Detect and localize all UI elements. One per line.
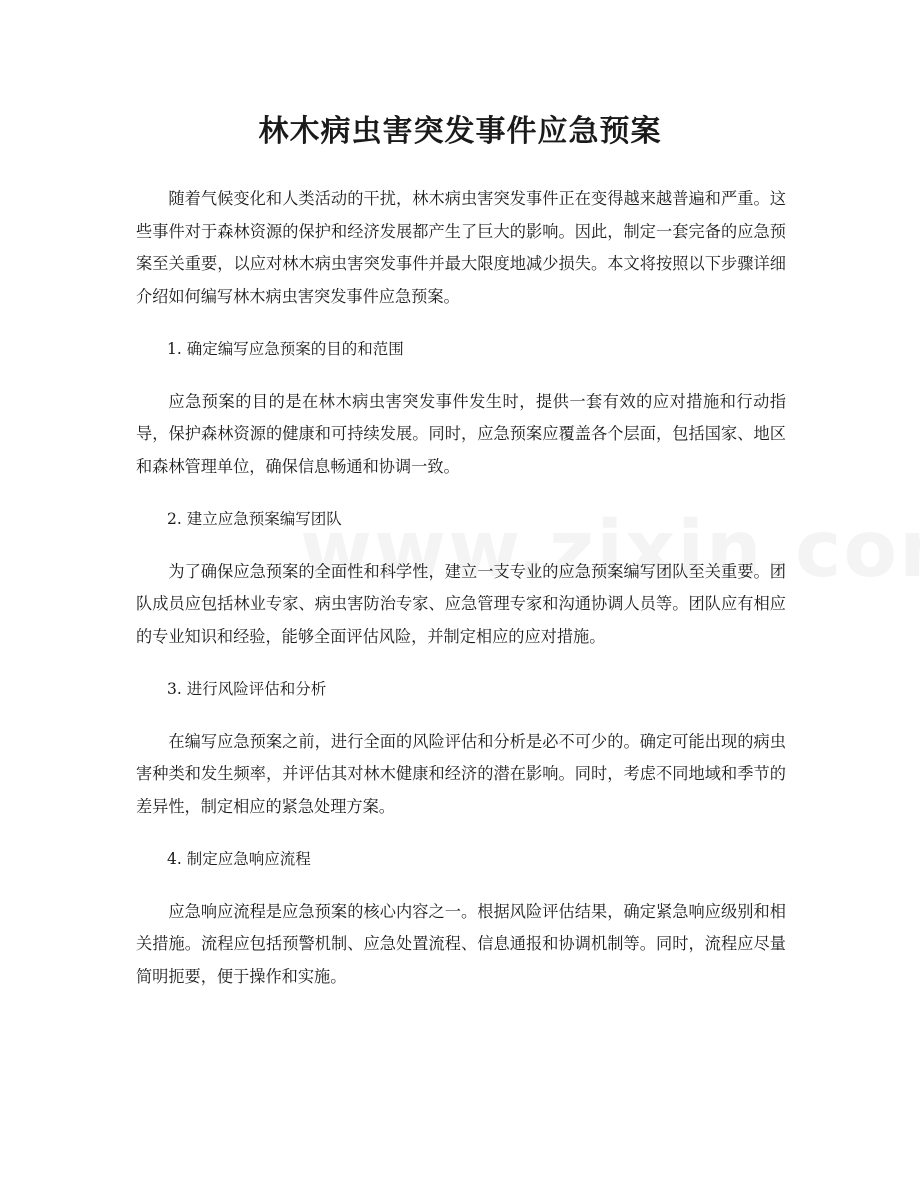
intro-paragraph: 随着气候变化和人类活动的干扰，林木病虫害突发事件正在变得越来越普遍和严重。这些事件对于森林资源的保护和经济发展都产生了巨大的影响。因此，制定一套完备的应急预案至关重要，以应对林木病虫害突发事件并最大限度地减少损失。本文将按照以下步骤详细介绍如何编写林木病虫害突发事件应急预案。: [136, 189, 786, 306]
section-body-4: 应急响应流程是应急预案的核心内容之一。根据风险评估结果，确定紧急响应级别和相关措施。流程应包括预警机制、应急处置流程、信息通报和协调机制等。同时，流程应尽量简明扼要，便于操作和实施。: [136, 901, 786, 986]
section-heading-4: 4. 制定应急响应流程: [167, 850, 311, 868]
section-heading-3: 3. 进行风险评估和分析: [167, 680, 327, 698]
document-body: [136, 183, 786, 1013]
section-heading-1: 1. 确定编写应急预案的目的和范围: [167, 340, 404, 358]
section-body-1: 应急预案的目的是在林木病虫害突发事件发生时，提供一套有效的应对措施和行动指导，保护森林资源的健康和可持续发展。同时，应急预案应覆盖各个层面，包括国家、地区和森林管理单位，确保信息畅通和协调一致。: [136, 391, 786, 476]
section-heading-2: 2. 建立应急预案编写团队: [167, 510, 342, 528]
section-body-3: 在编写应急预案之前，进行全面的风险评估和分析是必不可少的。确定可能出现的病虫害种类和发生频率，并评估其对林木健康和经济的潜在影响。同时，考虑不同地域和季节的差异性，制定相应的紧急处理方案。: [136, 731, 786, 816]
document-title: 林木病虫害突发事件应急预案: [258, 114, 662, 149]
section-body-2: 为了确保应急预案的全面性和科学性，建立一支专业的应急预案编写团队至关重要。团队成员应包括林业专家、病虫害防治专家、应急管理专家和沟通协调人员等。团队应有相应的专业知识和经验，能够全面评估风险，并制定相应的应对措施。: [136, 561, 786, 646]
